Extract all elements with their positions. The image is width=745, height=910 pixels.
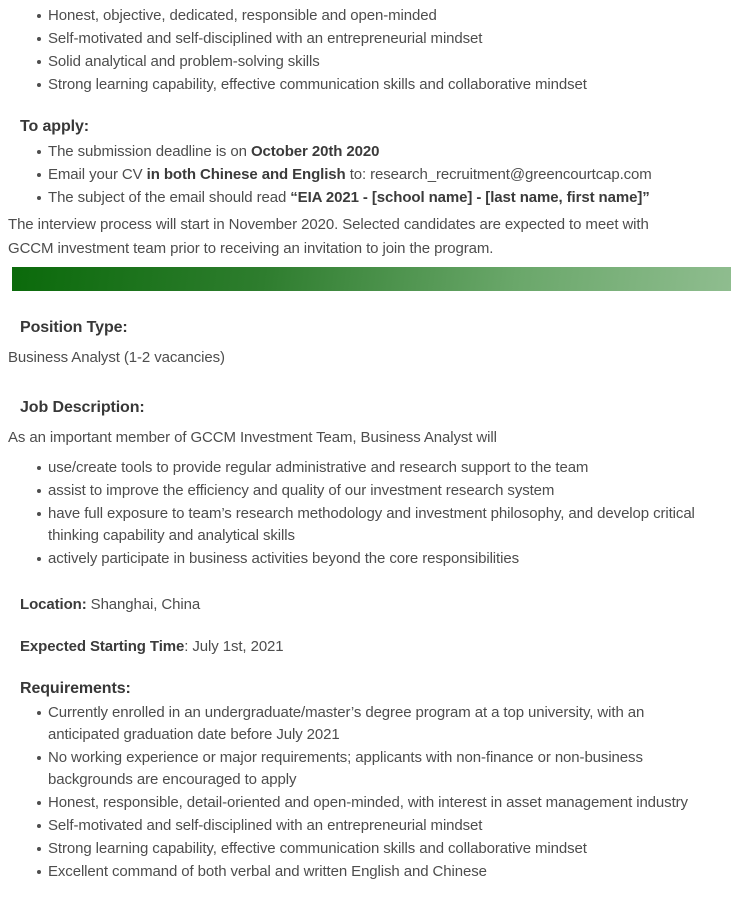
text: Honest, responsible, detail-oriented and open-minded, with interest in asset management industry	[48, 794, 688, 811]
text: to: research_recruitment@greencourtcap.com	[345, 166, 652, 183]
text: assist to improve the efficiency and quality of our investment research system	[48, 482, 555, 499]
start-time-value: : July 1st, 2021	[184, 638, 284, 655]
section-divider	[12, 267, 731, 291]
location-value: Shanghai, China	[86, 596, 201, 613]
location-line	[20, 594, 720, 616]
job-description-intro: As an important member of GCCM Investment Team, Business Analyst will	[8, 429, 497, 446]
to-apply-heading: To apply:	[20, 118, 90, 135]
start-time-line	[20, 636, 720, 658]
list-item	[48, 838, 697, 860]
list-item	[48, 503, 697, 547]
list-item	[48, 480, 697, 502]
job-posting-document	[0, 5, 745, 883]
text: Currently enrolled in an undergraduate/master’s degree program at a top university, with an anticipated graduation date before July 2021	[48, 704, 645, 743]
text: Solid analytical and problem-solving skills	[48, 53, 320, 70]
list-item	[48, 141, 697, 163]
text: Strong learning capability, effective communication skills and collaborative mindset	[48, 840, 587, 857]
text: The submission deadline is on	[48, 143, 251, 160]
interview-note: The interview process will start in November 2020. Selected candidates are expected to meet with GCCM investment team prior to receiving an invitation to join the program.	[8, 216, 649, 257]
list-item	[48, 702, 697, 746]
text: No working experience or major requirements; applicants with non-finance or non-business backgrounds are encouraged to apply	[48, 749, 643, 788]
text: Honest, objective, dedicated, responsible and open-minded	[48, 7, 437, 24]
list-item	[48, 861, 697, 883]
text: use/create tools to provide regular administrative and research support to the team	[48, 459, 589, 476]
list-item	[48, 548, 697, 570]
list-item	[48, 792, 697, 814]
list-item	[48, 815, 697, 837]
list-item	[48, 164, 697, 186]
list-item	[48, 74, 697, 96]
text: Self-motivated and self-disciplined with an entrepreneurial mindset	[48, 817, 483, 834]
text: have full exposure to team’s research methodology and investment philosophy, and develop critical thinking capability and analytical skills	[48, 505, 695, 544]
location-label: Location:	[20, 596, 87, 613]
position-type-heading: Position Type:	[20, 319, 128, 336]
text: Excellent command of both verbal and written English and Chinese	[48, 863, 487, 880]
list-item	[48, 187, 697, 209]
list-item	[48, 28, 697, 50]
to-apply-list	[0, 141, 745, 209]
bold-text: October 20th 2020	[250, 143, 380, 160]
list-item	[48, 457, 697, 479]
position-type-value: Business Analyst (1-2 vacancies)	[8, 349, 225, 366]
list-item	[48, 5, 697, 27]
list-item	[48, 51, 697, 73]
requirements-list	[0, 702, 745, 883]
requirements-heading: Requirements:	[20, 680, 131, 697]
bold-text: “EIA 2021 - [school name] - [last name, first name]”	[290, 189, 650, 206]
start-time-label: Expected Starting Time	[20, 638, 185, 655]
text: Email your CV	[48, 166, 147, 183]
bold-text: in both Chinese and English	[146, 166, 346, 183]
list-item	[48, 747, 697, 791]
job-description-heading: Job Description:	[20, 399, 145, 416]
intro-skills-list	[0, 5, 745, 96]
text: Strong learning capability, effective communication skills and collaborative mindset	[48, 76, 587, 93]
text: Self-motivated and self-disciplined with an entrepreneurial mindset	[48, 30, 483, 47]
text: actively participate in business activities beyond the core responsibilities	[48, 550, 519, 567]
job-description-list	[0, 457, 745, 570]
text: The subject of the email should read	[48, 189, 291, 206]
